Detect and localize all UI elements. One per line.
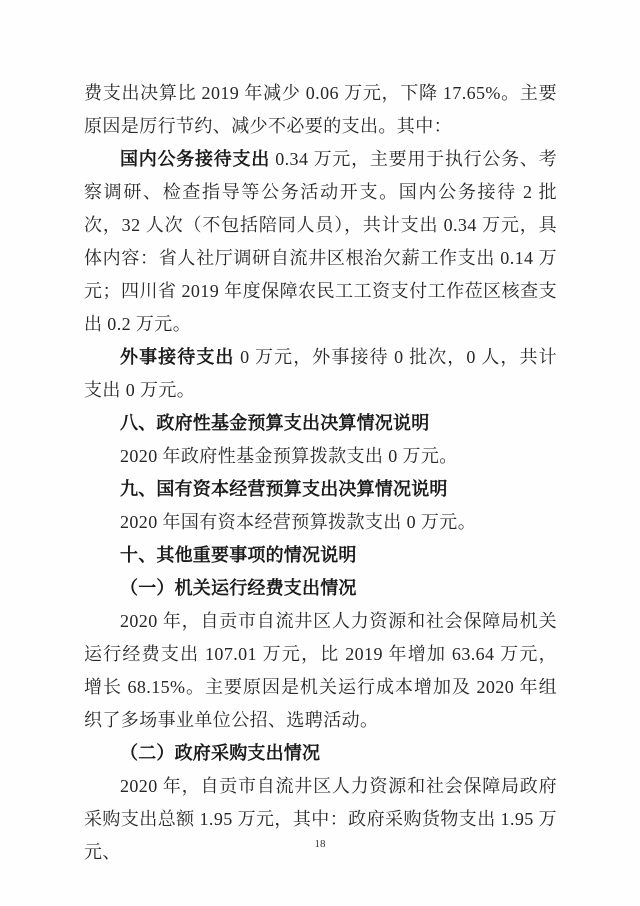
- paragraph-training-expense-continuation: 费支出决算比 2019 年减少 0.06 万元，下降 17.65%。主要原因是厉行节约、减少不必要的支出。其中：: [84, 83, 557, 136]
- paragraph-domestic-official-reception: [84, 143, 557, 341]
- subheading-2-government-procurement: （二）政府采购支出情况: [120, 743, 321, 763]
- heading-section-10-other-important-matters: 十、其他重要事项的情况说明: [120, 545, 357, 565]
- paragraph-government-procurement: 2020 年，自贡市自流井区人力资源和社会保障局政府采购支出总额 1.95 万元，其中：政府采购货物支出 1.95 万元、: [84, 776, 557, 862]
- document-body: [84, 77, 557, 869]
- foreign-reception-lead-label: 外事接待支出: [120, 347, 235, 367]
- paragraph-foreign-reception: [84, 341, 557, 407]
- heading-section-9-state-capital-budget: 九、国有资本经营预算支出决算情况说明: [120, 479, 448, 499]
- paragraph-government-fund-budget: 2020 年政府性基金预算拨款支出 0 万元。: [120, 446, 458, 466]
- subheading-1-agency-operating-expense: （一）机关运行经费支出情况: [120, 578, 357, 598]
- foreign-reception-text: 0 万元，外事接待 0 批次，0 人，共计支出 0 万元。: [84, 347, 557, 400]
- paragraph-agency-operating-expense: 2020 年，自贡市自流井区人力资源和社会保障局机关运行经费支出 107.01 万元，比 2019 年增加 63.64 万元，增长 68.15%。主要原因是机关运行成本增加及 2020 年组织了多场事业单位公招、选聘活动。: [84, 611, 557, 730]
- page-number: 18: [314, 838, 326, 850]
- paragraph-state-capital-budget: 2020 年国有资本经营预算拨款支出 0 万元。: [120, 512, 477, 532]
- heading-section-8-government-fund-budget: 八、政府性基金预算支出决算情况说明: [120, 413, 430, 433]
- domestic-reception-text: 0.34 万元，主要用于执行公务、考察调研、检查指导等公务活动开支。国内公务接待 2 批次，32 人次（不包括陪同人员），共计支出 0.34 万元，具体内容：省人社厅调研自流井区根治欠薪工作支出 0.14 万元；四川省 2019 年度保障农民工工资支付工作莅区核查支出 0.2 万元。: [84, 149, 557, 334]
- domestic-reception-lead-label: 国内公务接待支出: [120, 149, 270, 169]
